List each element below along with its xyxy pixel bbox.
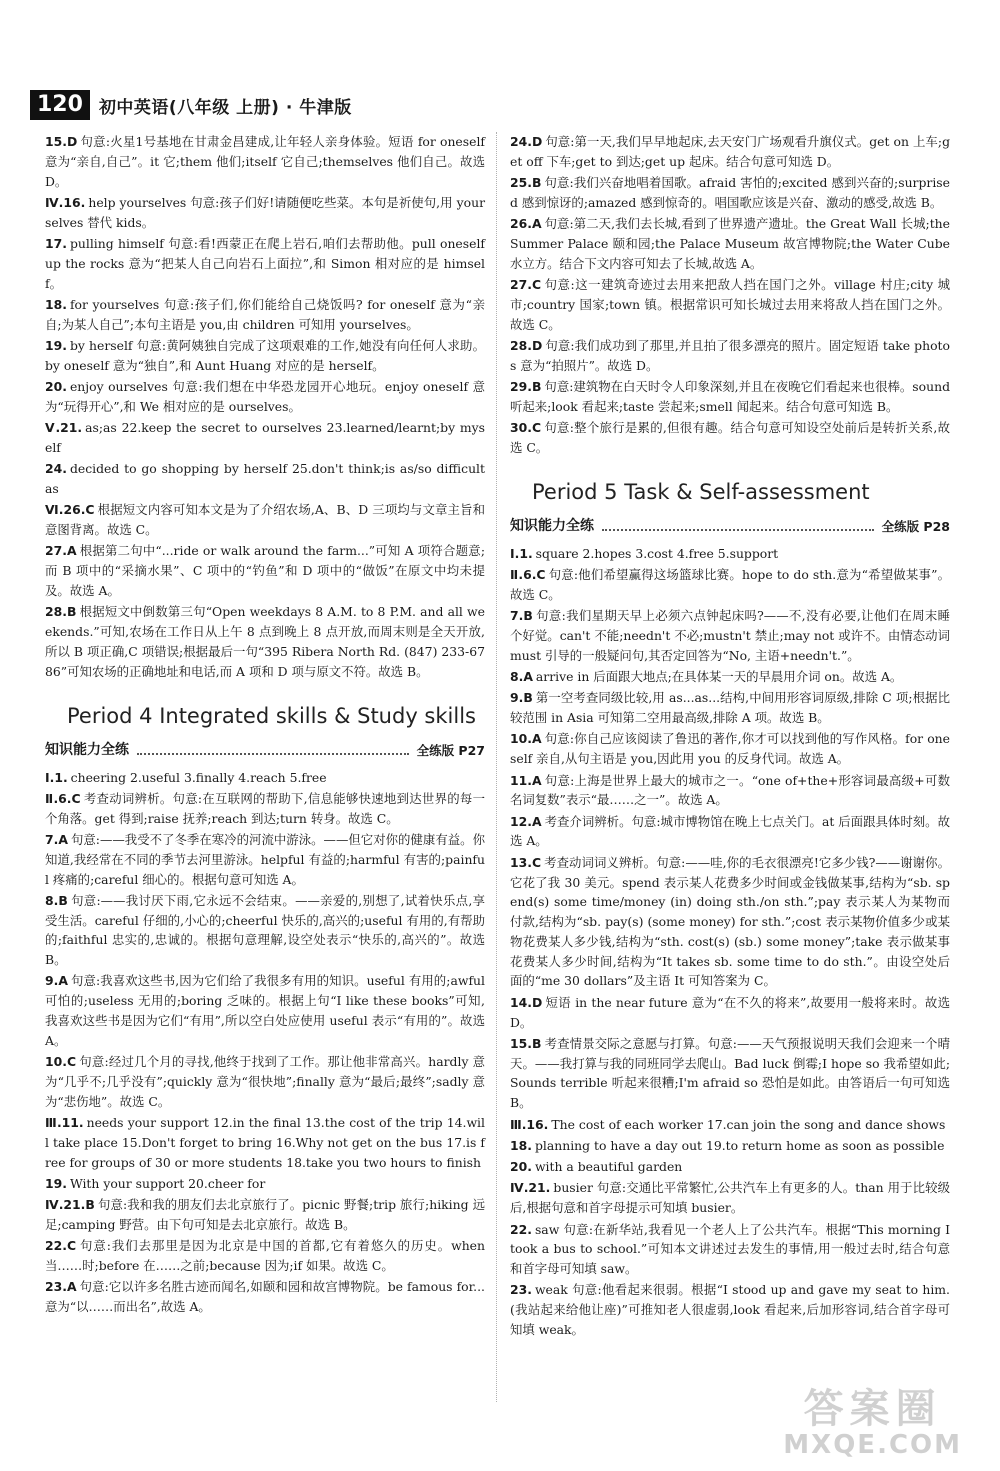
section-bar-right (510, 516, 950, 538)
page-number: 120 (30, 90, 90, 120)
answer-number: Ⅱ.6.C (45, 790, 81, 806)
answer-text: 短语 in the near future 意为“在不久的将来”,故要用一般将来时。故选 D。 (510, 994, 950, 1030)
answer-item (510, 132, 950, 172)
answer-text: 句意:我们成功到了那里,并且拍了很多漂亮的照片。固定短语 take photos 意为“拍照片”。故选 D。 (510, 337, 950, 373)
answer-text: planning to have a day out 19.to return home as soon as possible (534, 1137, 945, 1153)
answer-item (510, 1136, 950, 1156)
answer-item (45, 459, 485, 499)
answer-text: cheering 2.useful 3.finally 4.reach 5.free (70, 769, 327, 785)
answer-text: 考查动词词义辨析。句意:——哇,你的毛衣很漂亮!它多少钱?——谢谢你。它花了我 30 美元。spend 表示某人花费多少时间或金钱做某事,结构为“sb. spend(s) some time/money (in) doing sth./on sth.”;pay 表示某人为某物而付款,结构为“sb. pay(s) (some money) for sth.”;cost 表示某物价值多少或某物花费某人多少钱,结构为“sth. cost(s) (sb.) some money”;take 表示做某事花费某人多少时间,结构为“It takes sb. some time to do sth.”。由设空处后面的“me 30 dollars”及主语 It 可知答案为 C。 (510, 854, 950, 989)
answer-item (45, 602, 485, 681)
answer-item (510, 771, 950, 811)
answer-item (45, 541, 485, 600)
section-divider (602, 529, 874, 531)
answer-text: 句意:——我讨厌下雨,它永远不会结束。——亲爱的,别想了,试着快乐点,享受生活。careful 仔细的,小心的;cheerful 快乐的,高兴的;useful 有用的,有帮助的;faithful 忠实的,忠诚的。根据句意理解,设空处表示“快乐的,高兴的”。故选 B。 (45, 892, 485, 968)
answer-number: 22.C (45, 1238, 77, 1254)
answer-number: 9.B (510, 690, 533, 706)
answer-text: 句意:火星1号基地在甘肃金昌建成,让年轻人亲身体验。短语 for oneself 意为“亲自,自己”。it 它;them 他们;itself 它自己;themselves 他们自己。故选 D。 (45, 134, 485, 189)
answer-item (45, 500, 485, 540)
answer-text: as;as 22.keep the secret to ourselves 23.learned/learnt;by myself (45, 420, 485, 455)
answer-text: by herself 句意:黄阿姨独自完成了这项艰难的工作,她没有向任何人求助。by oneself 意为“独自”,和 Aunt Huang 对应的是 herself。 (45, 337, 485, 373)
answer-number: 15.D (45, 134, 78, 149)
answer-item (510, 173, 950, 213)
watermark-url: MXQE.COM (783, 1430, 962, 1460)
answer-number: 13.C (510, 854, 542, 870)
answer-item (510, 853, 950, 992)
answer-text: 句意:我们星期天早上必须六点钟起床吗?——不,没有必要,让他们在周末睡个好觉。can't 不能;needn't 不必;mustn't 禁止;may not 或许不。由情态动词 must 引导的一般疑问句,其否定回答为“No, 主语+needn't.”。 (510, 608, 950, 663)
period-heading-5: Period 5 Task & Self-assessment (532, 479, 870, 504)
answer-text: 考查动词辨析。句意:在互联网的帮助下,信息能够快速地到达世界的每一个角落。get 得到;raise 抚养;reach 到达;turn 转身。故选 C。 (45, 790, 485, 826)
answer-number: 7.B (510, 608, 533, 624)
answer-text: The cost of each worker 17.can join the song and dance shows (551, 1116, 946, 1132)
answer-number: 28.B (45, 604, 77, 620)
answer-text: enjoy ourselves 句意:我们想在中华恐龙园开心地玩。enjoy oneself 意为“玩得开心”,和 We 相对应的是 ourselves。 (45, 379, 485, 414)
answer-text: 句意:——我受不了冬季在寒冷的河流中游泳。——但它对你的健康有益。你知道,我经常在不同的季节去河里游泳。helpful 有益的;harmful 有害的;painful 疼痛的;careful 细心的。根据句意可知选 A。 (45, 831, 485, 887)
answer-item (45, 768, 485, 788)
answer-text: 句意:我们去那里是因为北京是中国的首都,它有着悠久的历史。when 当……时;before 在……之前;because 因为;if 如果。故选 C。 (45, 1238, 485, 1274)
page-header (30, 88, 352, 122)
right-answers-bottom (510, 544, 950, 1340)
watermark-text: 答案圈 (803, 1386, 942, 1432)
answer-number: 10.A (510, 731, 542, 747)
answer-text: pulling himself 句意:看!西蒙正在爬上岩石,咱们去帮助他。pull oneself up the rocks 意为“把某人自己向岩石上面拉”,和 Simon 相对应的是 himself。 (45, 235, 485, 291)
answer-number: Ⅳ.16. (45, 194, 86, 210)
right-column (510, 132, 950, 1341)
answer-text: arrive in 后面跟大地点;在具体某一天的早晨用介词 on。故选 A。 (535, 669, 903, 685)
answer-item (510, 1280, 950, 1339)
answer-number: 10.C (45, 1054, 77, 1070)
answer-item (45, 1236, 485, 1276)
answer-text: 根据短文中倒数第三句“Open weekdays 8 A.M. to 8 P.M. and all weekends.”可知,农场在工作日从上午 8 点到晚上 8 点开放,而周末则是全天开放,所以 B 项正确,C 项错误;根据最后一句“395 Ribera North Rd. (847) 233-6786”可知农场的正确地址和电话,而 A 项和 D 项与原文不符。故选 B。 (45, 604, 485, 679)
answer-text: 句意:我喜欢这些书,因为它们给了我很多有用的知识。useful 有用的;awful 可怕的;useless 无用的;boring 乏味的。根据上句“I like these books”可知,我喜欢这些书是因为它们“有用”,所以空白处应使用 useful 表示“有用的”。故选 A。 (45, 973, 485, 1048)
answer-number: 26.A (510, 216, 542, 232)
answer-text: decided to go shopping by herself 25.don't think;is as/so difficult as (45, 461, 485, 497)
answer-number: 8.A (510, 669, 533, 685)
answer-item (510, 812, 950, 852)
section-title: 知识能力全练 (510, 517, 594, 534)
answer-text: with a beautiful garden (534, 1159, 683, 1175)
answer-number: 24. (45, 461, 67, 477)
answer-item (510, 275, 950, 334)
answer-text: 句意:你自己应该阅读了鲁迅的著作,你才可以找到他的写作风格。for oneself 亲自,从句主语是 you,因此用 you 的反身代词。故选 A。 (510, 731, 950, 767)
answer-number: Ⅰ.1. (45, 769, 68, 785)
answer-text: 句意:我和我的朋友们去北京旅行了。picnic 野餐;trip 旅行;hiking 远足;camping 野营。由下句可知是去北京旅行。故选 B。 (45, 1197, 485, 1233)
answer-item (45, 132, 485, 191)
answer-number: 9.A (45, 973, 68, 989)
answer-number: 28.D (510, 337, 543, 353)
answer-number: 22. (510, 1221, 532, 1237)
answer-number: 12.A (510, 813, 542, 829)
answer-number: Ⅳ.21.B (45, 1197, 95, 1213)
answer-number: 29.B (510, 379, 542, 395)
answer-text: busier 句意:交通比平常繁忙,公共汽车上有更多的人。than 用于比较级后,根据句意和首字母提示可知填 busier。 (510, 1180, 950, 1216)
answer-number: 27.A (45, 543, 77, 559)
answer-item (510, 418, 950, 458)
answer-text: 根据第二句中“...ride or walk around the farm...”可知 A 项符合题意;而 B 项中的“采摘水果”、C 项中的“钓鱼”和 D 项中的“做饭”在原文中均未提及。故选 A。 (45, 543, 485, 599)
answer-text: help yourselves 句意:孩子们好!请随便吃些菜。本句是祈使句,用 yourselves 替代 kids。 (45, 194, 485, 230)
right-answers-top (510, 132, 950, 458)
answer-text: 句意:我们兴奋地唱着国歌。afraid 害怕的;excited 感到兴奋的;surprised 感到惊讶的;amazed 感到惊奇的。唱国歌应该是兴奋、激动的感受,故选 B。 (510, 175, 950, 210)
section-page-ref: 全练版 P27 (416, 742, 485, 758)
answer-text: weak 句意:他看起来很弱。根据“I stood up and gave my seat to him.(我站起来给他让座)”可推知老人很虚弱,look 看起来,后加形容词,结合首字母可知填 weak。 (510, 1282, 950, 1338)
answer-text: 句意:整个旅行是累的,但很有趣。结合句意可知设空处前后是转折关系,故选 C。 (510, 420, 950, 455)
section-page-ref: 全练版 P28 (881, 518, 950, 534)
answer-item (510, 1034, 950, 1113)
section-divider (137, 753, 409, 755)
answer-item (510, 1178, 950, 1218)
answer-number: Ⅰ.1. (510, 545, 533, 561)
answer-item (45, 295, 485, 335)
answer-item (510, 336, 950, 376)
answer-number: 24.D (510, 134, 543, 149)
answer-text: 句意:上海是世界上最大的城市之一。“one of+the+形容词最高级+可数名词复数”表示“最……之一”。故选 A。 (510, 772, 950, 808)
answer-number: 20. (45, 379, 67, 395)
answer-item (45, 234, 485, 293)
answer-item (510, 1157, 950, 1177)
answer-text: for yourselves 句意:孩子们,你们能给自己烧饭吗? for oneself 意为“亲自;为某人自己”;本句主语是 you,由 children 可知用 yourselves。 (45, 296, 485, 332)
watermark-logo (783, 1387, 962, 1459)
answer-item (45, 336, 485, 376)
answer-number: Ⅳ.21. (510, 1180, 551, 1196)
answer-item (510, 377, 950, 417)
column-divider (496, 132, 497, 1402)
answer-item (510, 606, 950, 665)
answer-text: saw 句意:在新华站,我看见一个老人上了公共汽车。根据“This morning I took a bus to school.”可知本文讲述过去发生的事情,用一般过去时,结合句意和首字母可知填 saw。 (510, 1221, 950, 1277)
answer-text: With your support 20.cheer for (69, 1175, 266, 1191)
answer-item (45, 1195, 485, 1235)
answer-item (510, 667, 950, 687)
answer-item (510, 565, 950, 605)
answer-number: 19. (45, 337, 67, 353)
left-column (45, 132, 485, 1319)
answer-number: 30.C (510, 420, 542, 436)
answer-number: Ⅴ.21. (45, 420, 83, 436)
answer-number: 27.C (510, 277, 542, 293)
answer-number: Ⅵ.26.C (45, 502, 95, 518)
answer-text: 句意:第二天,我们去长城,看到了世界遗产遗址。the Great Wall 长城;the Summer Palace 颐和园;the Palace Museum 故宫博物院;the Water Cube 水立方。结合下文内容可知去了长城,故选 A。 (510, 216, 950, 271)
section-bar-left (45, 740, 485, 762)
answer-item (510, 688, 950, 728)
answer-number: 18. (45, 296, 67, 312)
answer-text: 句意:它以许多名胜古迹而闻名,如颐和园和故宫博物院。be famous for...意为“以……而出名”,故选 A。 (45, 1279, 485, 1315)
answer-item (510, 544, 950, 564)
answer-number: 7.A (45, 831, 68, 847)
answer-item (45, 789, 485, 829)
period-heading-4: Period 4 Integrated skills & Study skills (67, 703, 476, 728)
answer-number: 23. (510, 1282, 532, 1298)
answer-number: 18. (510, 1137, 532, 1153)
answer-text: square 2.hopes 3.cost 4.free 5.support (535, 545, 779, 561)
answer-item (45, 1174, 485, 1194)
answer-text: 句意:经过几个月的寻找,他终于找到了工作。那让他非常高兴。hardly 意为“几乎不;几乎没有”;quickly 意为“很快地”;finally 意为“最后;最终”;sadly 意为“悲伤地”。故选 C。 (45, 1054, 485, 1109)
answer-item (45, 193, 485, 233)
book-title: 初中英语(八年级 上册) · 牛津版 (98, 97, 352, 118)
answer-item (45, 1052, 485, 1111)
answer-number: Ⅲ.16. (510, 1116, 549, 1132)
answer-item (45, 1277, 485, 1317)
answer-number: 17. (45, 235, 67, 251)
answer-number: 23.A (45, 1279, 77, 1295)
section-title: 知识能力全练 (45, 741, 129, 758)
answer-item (510, 993, 950, 1033)
answer-text: 句意:建筑物在白天时令人印象深刻,并且在夜晚它们看起来也很棒。sound 听起来;look 看起来;taste 尝起来;smell 闻起来。结合句意可知选 B。 (510, 379, 950, 414)
answer-text: 第一空考查同级比较,用 as...as...结构,中间用形容词原级,排除 C 项;根据比较范围 in Asia 可知第二空用最高级,排除 A 项。故选 B。 (510, 690, 950, 726)
answer-item (45, 971, 485, 1050)
answer-item (45, 830, 485, 889)
left-answers-top (45, 132, 485, 682)
left-answers-bottom (45, 768, 485, 1318)
answer-item (510, 729, 950, 769)
answer-number: Ⅲ.11. (45, 1115, 84, 1131)
answer-number: 20. (510, 1159, 532, 1175)
answer-number: 25.B (510, 175, 542, 191)
answer-text: 句意:他们希望赢得这场篮球比赛。hope to do sth.意为“希望做某事”。故选 C。 (510, 567, 950, 602)
answer-item (510, 214, 950, 273)
answer-text: 句意:第一天,我们早早地起床,去天安门广场观看升旗仪式。get on 上车;get off 下车;get to 到达;get up 起床。结合句意可知选 D。 (510, 134, 950, 169)
answer-item (45, 418, 485, 458)
answer-number: 14.D (510, 994, 543, 1010)
answer-text: 考查介词辨析。句意:城市博物馆在晚上七点关门。at 后面跟具体时刻。故选 A。 (510, 813, 950, 849)
answer-text: needs your support 12.in the final 13.the cost of the trip 14.will take place 15.Don't forget to bring 16.Why not get on the bus 17.is free for groups of 30 or more students 18.take you two hours to finish (45, 1115, 485, 1170)
answer-item (510, 1220, 950, 1279)
answer-text: 句意:这一建筑奇迹过去用来把敌人挡在国门之外。village 村庄;city 城市;country 国家;town 镇。根据常识可知长城过去用来将敌人挡在国门之外。故选 C。 (510, 277, 950, 332)
answer-number: 19. (45, 1175, 67, 1191)
answer-number: 8.B (45, 892, 68, 908)
answer-item (45, 1113, 485, 1172)
answer-number: Ⅱ.6.C (510, 567, 546, 583)
answer-item (510, 1115, 950, 1135)
answer-number: 11.A (510, 772, 542, 788)
answer-item (45, 891, 485, 970)
answer-text: 根据短文内容可知本文是为了介绍农场,A、B、D 三项均与文章主旨和意图背离。故选 C。 (45, 502, 485, 538)
answer-item (45, 377, 485, 417)
answer-number: 15.B (510, 1035, 542, 1051)
answer-text: 考查情景交际之意愿与打算。句意:——天气预报说明天我们会迎来一个晴天。——我打算与我的同班同学去爬山。Bad luck 倒霉;I hope so 我希望如此;Sounds terrible 听起来很糟;I'm afraid so 恐怕是如此。由答语后一句可知选 B。 (510, 1035, 950, 1111)
